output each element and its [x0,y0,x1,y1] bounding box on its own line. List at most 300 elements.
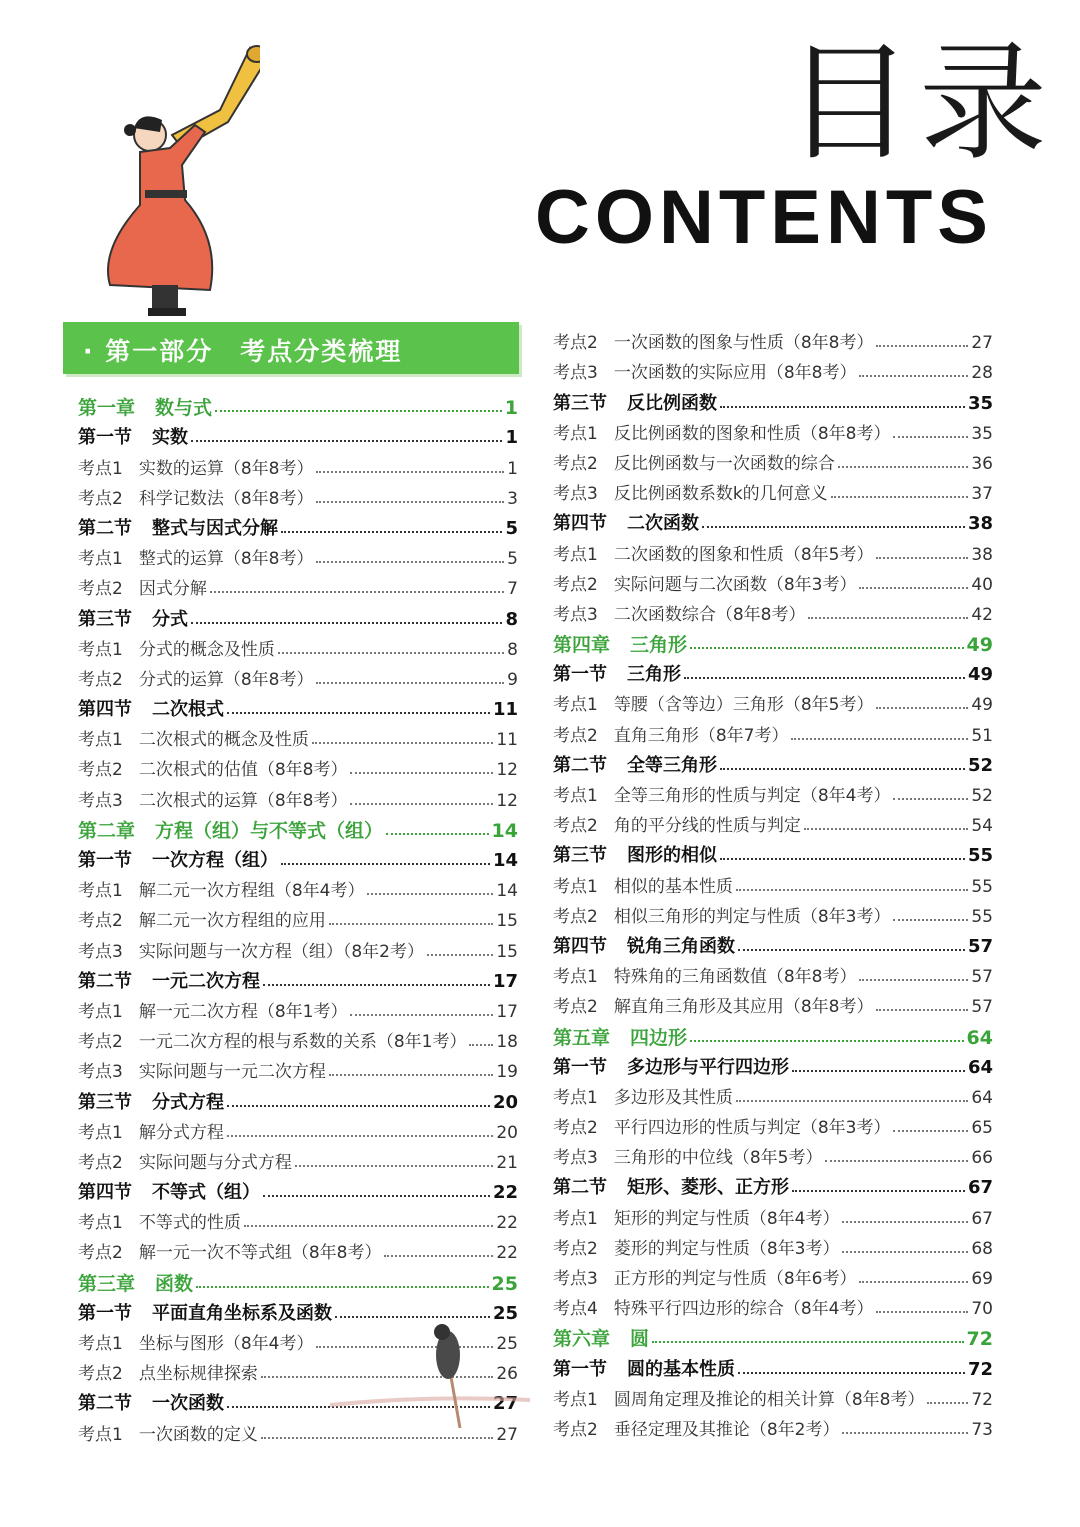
toc-chapter-row[interactable] [553,1320,993,1350]
toc-page-number: 9 [507,669,518,690]
toc-entry-label [553,906,890,928]
toc-page-number: 28 [971,363,993,384]
toc-section-row[interactable] [78,510,518,540]
toc-entry-title: 解二元一次方程组的应用 [138,911,326,932]
toc-entry-label [78,518,278,540]
toc-leader-dots [859,375,968,377]
toc-point-row[interactable] [553,1411,993,1441]
toc-leader-dots [215,410,502,412]
toc-entry-label [78,1363,258,1385]
toc-entry-title: 多边形及其性质 [613,1087,733,1108]
toc-leader-dots [329,923,494,925]
toc-page-number: 70 [971,1299,993,1320]
toc-entry-title: 不等式（组） [152,1182,260,1204]
toc-section-row[interactable] [78,1174,518,1204]
toc-entry-label [553,362,856,384]
toc-entry-title: 分式的运算（8年8考） [138,669,314,690]
toc-page-number: 42 [971,604,993,625]
toc-page-number: 25 [496,1334,518,1354]
toc-point-row[interactable] [78,872,518,902]
toc-entry-prefix: 考点1 [553,544,598,565]
toc-page-number: 3 [507,488,518,509]
toc-page-number: 22 [496,1213,518,1234]
toc-section-row[interactable] [553,384,993,414]
toc-entry-title: 整式的运算（8年8考） [138,549,314,570]
toc-entry-title: 相似三角形的判定与性质（8年3考） [613,906,891,927]
toc-page-number: 57 [971,967,993,988]
toc-entry-title: 多边形与平行四边形 [627,1056,789,1078]
toc-leader-dots [859,979,968,981]
toc-entry-prefix: 考点2 [553,1419,598,1440]
toc-page-number: 25 [491,1272,518,1295]
toc-entry-prefix: 考点3 [78,941,123,962]
toc-entry-title: 垂径定理及其推论（8年2考） [613,1419,840,1440]
toc-leader-dots [893,436,968,438]
toc-leader-dots [808,617,968,619]
toc-point-row[interactable] [78,721,518,751]
toc-leader-dots [227,712,490,714]
toc-entry-label [553,876,733,898]
toc-leader-dots [191,622,502,624]
toc-page-number: 11 [492,699,518,721]
toc-entry-prefix: 考点1 [553,695,598,716]
toc-section-row[interactable] [78,1083,518,1113]
toc-entry-label [78,850,278,872]
toc-entry-prefix: 第三章 [78,1272,136,1295]
toc-leader-dots [263,1195,490,1197]
page-title-english: CONTENTS [535,175,993,260]
page-title-chinese: 目录 [785,29,1054,178]
toc-section-row[interactable] [78,600,518,630]
toc-point-row[interactable] [78,781,518,811]
toc-leader-dots [384,1255,493,1257]
toc-point-row[interactable] [78,540,518,570]
toc-entry-label [78,1212,241,1234]
toc-entry-prefix: 考点2 [553,906,598,927]
toc-page-number: 12 [496,790,518,811]
toc-entry-title: 直角三角形（8年7考） [613,725,789,746]
toc-leader-dots [876,557,968,559]
toc-entry-label [553,513,699,535]
toc-entry-label [553,1268,856,1290]
toc-entry-title: 解一元一次不等式组（8年8考） [138,1243,382,1264]
toc-entry-label [78,1273,193,1295]
toc-entry-label [553,1419,839,1441]
toc-entry-label [78,729,309,751]
toc-leader-dots [210,591,504,593]
toc-page-number: 68 [971,1238,993,1259]
toc-entry-prefix: 考点1 [78,458,123,479]
toc-entry-prefix: 考点2 [78,488,123,509]
toc-leader-dots [350,772,493,774]
toc-page-number: 36 [971,453,993,474]
toc-point-row[interactable] [78,1204,518,1234]
toc-entry-label [78,609,188,631]
toc-point-row[interactable] [553,958,993,988]
toc-entry-prefix: 考点1 [78,549,123,570]
toc-leader-dots [842,1251,968,1253]
toc-entry-title: 反比例函数的图象和性质（8年8考） [613,423,891,444]
toc-entry-title: 三角形的中位线（8年5考） [613,1148,823,1169]
toc-leader-dots [825,1160,968,1162]
toc-leader-dots [804,828,969,830]
toc-page-number: 55 [971,906,993,927]
toc-page-number: 69 [971,1269,993,1289]
toc-page-number: 38 [971,544,993,565]
toc-leader-dots [263,984,490,986]
toc-page-number: 37 [971,484,993,505]
toc-entry-title: 分式的概念及性质 [138,639,275,660]
toc-page-number: 49 [967,664,993,686]
toc-entry-label [553,755,717,777]
toc-leader-dots [335,1316,490,1318]
toc-leader-dots [316,501,504,503]
toc-point-row[interactable] [78,570,518,600]
toc-point-row[interactable] [78,449,518,479]
toc-entry-prefix: 考点1 [78,881,123,902]
toc-entry-label [553,1328,649,1350]
toc-section-row[interactable] [553,837,993,867]
toc-point-row[interactable] [553,898,993,928]
toc-page-number: 72 [967,1358,993,1380]
toc-point-row[interactable] [553,566,993,596]
toc-entry-title: 实数 [152,427,188,449]
toc-entry-prefix: 考点4 [553,1299,598,1320]
toc-point-row[interactable] [553,596,993,626]
toc-entry-label [553,1359,735,1381]
toc-chapter-row[interactable] [78,389,518,419]
toc-entry-prefix: 第四节 [78,1182,132,1204]
toc-section-row[interactable] [553,505,993,535]
toc-leader-dots [893,919,968,921]
toc-page-number: 14 [492,850,518,871]
toc-entry-prefix: 第二节 [78,517,132,539]
toc-entry-title: 解一元二次方程（8年1考） [138,1001,348,1022]
bird-on-branch-illustration [330,1320,530,1430]
toc-point-row[interactable] [553,1260,993,1290]
toc-page-number: 57 [967,935,993,957]
toc-point-row[interactable] [553,415,993,445]
toc-entry-prefix: 考点1 [553,1389,598,1410]
toc-entry-title: 二次函数 [627,513,699,535]
toc-entry-prefix: 考点2 [553,1238,598,1259]
toc-entry-prefix: 考点2 [78,1364,123,1385]
toc-leader-dots [738,949,965,951]
toc-entry-label [78,910,326,932]
toc-entry-label [78,548,313,570]
toc-entry-title: 因式分解 [138,579,207,600]
toc-entry-prefix: 考点2 [78,911,123,932]
toc-point-row[interactable] [78,932,518,962]
toc-page-number: 35 [967,392,993,414]
toc-entry-label [553,966,856,988]
toc-entry-label [553,845,717,867]
toc-point-row[interactable] [553,867,993,897]
toc-chapter-row[interactable] [78,1264,518,1294]
toc-point-row[interactable] [553,1381,993,1411]
toc-entry-label [78,1122,224,1144]
toc-leader-dots [893,798,968,800]
toc-page-number: 26 [496,1364,518,1385]
toc-entry-prefix: 考点2 [78,1152,123,1173]
toc-section-row[interactable] [553,1169,993,1199]
toc-section-row[interactable] [78,419,518,449]
toc-entry-prefix: 考点3 [553,363,598,384]
toc-entry-title: 图形的相似 [627,845,717,867]
toc-entry-prefix: 考点3 [553,1269,598,1289]
toc-entry-prefix: 考点2 [553,997,598,1018]
toc-page-number: 49 [971,695,993,716]
toc-section-row[interactable] [78,691,518,721]
toc-entry-label [553,1087,733,1109]
toc-entry-label [553,1208,839,1230]
toc-point-row[interactable] [78,1234,518,1264]
toc-entry-title: 点坐标规律探索 [138,1364,258,1385]
toc-page-number: 73 [971,1419,993,1440]
toc-entry-label [553,1147,822,1169]
toc-entry-prefix: 第一节 [553,1358,607,1380]
toc-leader-dots [350,1014,493,1016]
toc-entry-label [78,578,207,600]
toc-leader-dots [281,863,490,865]
toc-page-number: 15 [496,911,518,932]
toc-page-number: 52 [967,754,993,776]
toc-section-row[interactable] [78,842,518,872]
toc-entry-title: 实际问题与一元二次方程 [138,1062,326,1083]
toc-entry-title: 角的平分线的性质与判定 [613,816,801,837]
toc-entry-prefix: 考点3 [553,484,598,505]
toc-entry-prefix: 第五章 [553,1026,611,1049]
toc-page-number: 5 [507,549,518,570]
toc-entry-title: 解直角三角形及其应用（8年8考） [613,997,874,1018]
toc-point-row[interactable] [553,686,993,716]
toc-entry-prefix: 考点1 [553,876,598,897]
toc-leader-dots [196,1286,489,1288]
toc-leader-dots [738,1372,965,1374]
toc-entry-title: 函数 [155,1272,194,1295]
toc-entry-prefix: 考点2 [78,760,123,781]
toc-entry-label [78,639,275,661]
toc-leader-dots [876,1009,968,1011]
toc-point-row[interactable] [553,988,993,1018]
toc-point-row[interactable] [553,1230,993,1260]
toc-entry-title: 实际问题与一次方程（组）（8年2考） [138,941,424,962]
toc-entry-title: 反比例函数与一次函数的综合 [613,453,835,474]
toc-entry-title: 一次方程（组） [152,850,278,871]
toc-section-row[interactable] [78,963,518,993]
toc-leader-dots [876,1311,968,1313]
toc-entry-title: 圆 [630,1328,650,1351]
toc-entry-title: 解二元一次方程组（8年4考） [138,881,365,902]
toc-page-number: 7 [507,579,518,600]
toc-point-row[interactable] [78,1114,518,1144]
toc-entry-prefix: 第二节 [78,1393,132,1415]
toc-page-number: 22 [496,1243,518,1264]
toc-page-number: 8 [505,608,518,630]
toc-leader-dots [838,466,969,468]
toc-leader-dots [859,1281,968,1283]
toc-point-row[interactable] [553,1199,993,1229]
toc-entry-title: 正方形的判定与性质（8年6考） [613,1269,857,1289]
toc-leader-dots [316,471,504,473]
toc-page-number: 14 [496,881,518,902]
toc-entry-label [553,423,890,445]
toc-entry-label [78,1424,258,1446]
toc-point-row[interactable] [78,631,518,661]
toc-point-row[interactable] [78,480,518,510]
toc-leader-dots [312,742,494,744]
toc-entry-label [553,1027,687,1049]
toc-point-row[interactable] [78,1053,518,1083]
toc-point-row[interactable] [553,324,993,354]
toc-entry-label [78,699,224,721]
toc-page-number: 64 [967,1056,993,1078]
toc-leader-dots [927,1402,968,1404]
toc-entry-title: 锐角三角函数 [627,935,735,957]
toc-entry-prefix: 第四章 [553,634,611,657]
toc-entry-prefix: 考点3 [553,1148,598,1169]
toc-page-number: 49 [966,634,993,657]
toc-entry-title: 二次函数的图象和性质（8年5考） [613,544,874,565]
toc-entry-title: 反比例函数系数k的几何意义 [613,484,828,505]
toc-page-number: 55 [967,845,993,867]
toc-entry-prefix: 第三节 [553,845,607,867]
toc-point-row[interactable] [78,902,518,932]
toc-page-number: 72 [966,1328,993,1351]
toc-entry-title: 一次函数的实际应用（8年8考） [613,363,857,384]
toc-entry-prefix: 考点2 [553,1118,598,1139]
toc-entry-title: 数与式 [155,397,213,420]
toc-leader-dots [367,893,493,895]
toc-leader-dots [690,647,964,649]
toc-point-row[interactable] [78,1144,518,1174]
toc-section-row[interactable] [553,656,993,686]
toc-leader-dots [876,707,968,709]
toc-point-row[interactable] [553,354,993,384]
toc-entry-label [78,1031,466,1053]
toc-entry-title: 方程（组）与不等式（组） [155,819,384,842]
toc-entry-title: 二次根式的运算（8年8考） [138,790,348,811]
toc-page-number: 55 [971,876,993,897]
toc-point-row[interactable] [553,1290,993,1320]
toc-leader-dots [350,803,493,805]
toc-entry-title: 圆周角定理及推论的相关计算（8年8考） [613,1389,925,1410]
toc-entry-title: 实际问题与分式方程 [138,1152,292,1173]
toc-leader-dots [295,1165,494,1167]
toc-chapter-row[interactable] [553,626,993,656]
toc-section-row[interactable] [553,1049,993,1079]
toc-point-row[interactable] [553,535,993,565]
toc-entry-title: 一次函数 [152,1393,224,1415]
toc-page-number: 64 [966,1026,993,1049]
toc-chapter-row[interactable] [553,1018,993,1048]
toc-leader-dots [227,1135,494,1137]
toc-entry-title: 全等三角形的性质与判定（8年4考） [613,786,891,806]
toc-page-number: 72 [971,1389,993,1410]
toc-entry-prefix: 考点1 [553,1208,598,1229]
toc-entry-title: 科学记数法（8年8考） [138,488,314,509]
toc-leader-dots [736,889,969,891]
toc-entry-title: 矩形、菱形、正方形 [627,1177,789,1199]
toc-point-row[interactable] [553,807,993,837]
toc-entry-prefix: 考点2 [78,579,123,600]
toc-point-row[interactable] [78,751,518,781]
toc-entry-prefix: 考点2 [553,574,598,595]
toc-leader-dots [329,1074,494,1076]
toc-page-number: 21 [496,1152,518,1173]
toc-entry-prefix: 第一节 [553,1056,607,1078]
toc-page-number: 12 [496,760,518,781]
toc-entry-title: 四边形 [630,1026,688,1049]
toc-entry-title: 不等式的性质 [138,1213,241,1234]
toc-column-right [553,324,993,1441]
toc-page-number: 27 [971,333,993,354]
toc-entry-prefix: 考点1 [78,1213,123,1234]
toc-entry-label [553,544,873,566]
toc-point-row[interactable] [78,661,518,691]
toc-point-row[interactable] [553,716,993,746]
toc-point-row[interactable] [553,1109,993,1139]
toc-entry-prefix: 考点1 [78,1424,123,1445]
toc-entry-prefix: 第六章 [553,1328,611,1351]
toc-leader-dots [792,1190,965,1192]
toc-entry-prefix: 考点1 [553,967,598,988]
toc-point-row[interactable] [553,1079,993,1109]
toc-point-row[interactable] [553,777,993,807]
toc-entry-title: 一元二次方程 [152,970,260,992]
toc-entry-label [553,1057,789,1079]
toc-entry-prefix: 考点2 [553,333,598,354]
toc-entry-label [553,1389,924,1411]
toc-section-row[interactable] [553,747,993,777]
toc-point-row[interactable] [553,475,993,505]
toc-point-row[interactable] [553,1139,993,1169]
toc-entry-prefix: 第三节 [553,392,607,414]
toc-page-number: 18 [496,1032,518,1053]
toc-page-number: 1 [505,427,518,449]
toc-entry-prefix: 考点1 [78,730,123,751]
toc-entry-title: 相似的基本性质 [613,876,733,897]
toc-entry-title: 实数的运算（8年8考） [138,458,314,479]
toc-entry-prefix: 第三节 [78,608,132,630]
toc-page-number: 67 [967,1177,993,1199]
toc-page-number: 54 [971,816,993,837]
toc-entry-title: 二次根式的概念及性质 [138,730,309,751]
toc-entry-title: 圆的基本性质 [627,1358,735,1380]
toc-point-row[interactable] [553,445,993,475]
toc-section-row[interactable] [553,1350,993,1380]
toc-entry-label [553,936,735,958]
toc-leader-dots [386,833,489,835]
toc-entry-prefix: 考点2 [78,669,123,690]
toc-entry-label [78,820,383,842]
toc-point-row[interactable] [78,993,518,1023]
toc-point-row[interactable] [78,1023,518,1053]
toc-entry-title: 一次函数的图象与性质（8年8考） [613,333,874,354]
toc-entry-label [78,1303,332,1325]
toc-entry-label [78,790,347,812]
toc-page-number: 1 [507,458,518,479]
toc-entry-prefix: 考点1 [553,786,598,806]
toc-chapter-row[interactable] [78,812,518,842]
toc-entry-label [78,941,424,963]
toc-page-number: 35 [971,423,993,444]
toc-page-number: 8 [507,639,518,660]
toc-entry-prefix: 第一节 [78,1302,132,1324]
toc-entry-label [78,1182,260,1204]
toc-section-row[interactable] [553,928,993,958]
toc-page-number: 22 [492,1182,518,1204]
